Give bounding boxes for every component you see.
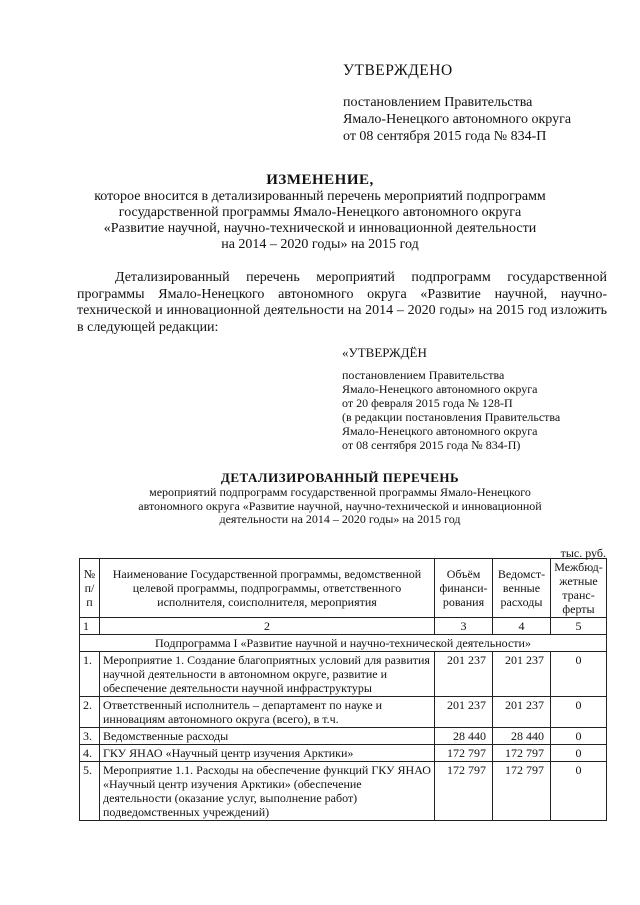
approval2-line: постановлением Правительства	[342, 368, 505, 382]
list-title-line: деятельности на 2014 – 2020 годы» на 2015 год	[219, 512, 461, 526]
row-name: Ведомственные расходы	[99, 728, 434, 745]
col-number: 4	[493, 618, 551, 635]
approval2-line: от 08 сентября 2015 года № 834-П)	[342, 438, 521, 452]
approval2-heading: «УТВЕРЖДЁН	[342, 345, 427, 360]
row-dept: 172 797	[493, 745, 551, 762]
table-row	[80, 697, 607, 728]
list-title-main: ДЕТАЛИЗИРОВАННЫЙ ПЕРЕЧЕНЬ	[220, 470, 460, 485]
row-volume: 201 237	[435, 697, 493, 728]
table-row	[80, 728, 607, 745]
title-line: «Развитие научной, научно-технической и инновационной деятельности	[103, 221, 537, 236]
row-dept: 28 440	[493, 728, 551, 745]
approval2-line: Ямало-Ненецкого автономного округа	[342, 382, 538, 396]
column-number-row	[80, 618, 607, 635]
list-title	[100, 470, 580, 527]
row-transfer: 0	[550, 652, 606, 697]
table-row	[80, 652, 607, 697]
title-line: которое вносится в детализированный перечень мероприятий подпрограмм	[94, 189, 546, 204]
col-number: 3	[435, 618, 493, 635]
row-volume: 201 237	[435, 652, 493, 697]
row-name: Ответственный исполнитель – департамент по науке и инновациям автономного округа (всего), в т.ч.	[99, 697, 434, 728]
row-name: ГКУ ЯНАО «Научный центр изучения Арктики»	[99, 745, 434, 762]
title-line: на 2014 – 2020 годы» на 2015 год	[221, 237, 419, 252]
header-volume: Объём финанси-рования	[435, 559, 493, 618]
title-line: государственной программы Ямало-Ненецкого автономного округа	[118, 205, 522, 220]
table-row	[80, 745, 607, 762]
header-transfer: Межбюд-жетные транс-ферты	[550, 559, 606, 618]
body-paragraph: Детализированный перечень мероприятий подпрограмм государственной программы Ямало-Ненецкого автономного округа «Развитие научной, научно-технической и инновационной деятельности на 2014 – 2020 годы» на 2015 год изложить в следующей редакции:	[77, 270, 607, 335]
table-header-row	[80, 559, 607, 618]
row-no: 3.	[80, 728, 100, 745]
row-name: Мероприятие 1.1. Расходы на обеспечение функций ГКУ ЯНАО «Научный центр изучения Арктики» (обеспечение деятельности (оказание услуг, выполнение работ) подведомственных учреждений)	[99, 762, 434, 821]
row-dept: 172 797	[493, 762, 551, 821]
row-no: 5.	[80, 762, 100, 821]
approval2-line: (в редакции постановления Правительства	[342, 410, 561, 424]
units-label: тыс. руб.	[560, 546, 606, 560]
subprogram-title: Подпрограмма I «Развитие научной и научно-технической деятельности»	[80, 635, 607, 652]
row-dept: 201 237	[493, 697, 551, 728]
list-title-line: автономного округа «Развитие научной, научно-технической и инновационной	[138, 498, 542, 513]
approval-block-2	[342, 346, 560, 452]
row-volume: 28 440	[435, 728, 493, 745]
approval-block	[343, 62, 571, 145]
table-row	[80, 762, 607, 821]
row-dept: 201 237	[493, 652, 551, 697]
list-title-line: мероприятий подпрограмм государственной программы Ямало-Ненецкого	[149, 485, 531, 499]
header-dept: Ведомст-венные расходы	[493, 559, 551, 618]
row-volume: 172 797	[435, 762, 493, 821]
col-number: 1	[80, 618, 100, 635]
approval-heading: УТВЕРЖДЕНО	[343, 62, 453, 79]
row-transfer: 0	[550, 728, 606, 745]
row-no: 4.	[80, 745, 100, 762]
row-no: 1.	[80, 652, 100, 697]
approval-line: от 08 сентября 2015 года № 834-П	[343, 129, 547, 144]
row-name: Мероприятие 1. Создание благоприятных условий для развития научной деятельности в автономном округе, развитие и обеспечение деятельности научной инфраструктуры	[99, 652, 434, 697]
approval-line: Ямало-Ненецкого автономного округа	[343, 112, 572, 127]
col-number: 5	[550, 618, 606, 635]
measures-table	[79, 558, 607, 821]
row-no: 2.	[80, 697, 100, 728]
row-volume: 172 797	[435, 745, 493, 762]
col-number: 2	[99, 618, 434, 635]
row-transfer: 0	[550, 745, 606, 762]
row-transfer: 0	[550, 697, 606, 728]
header-no: № п/п	[80, 559, 100, 618]
document-title	[60, 172, 580, 253]
approval-line: постановлением Правительства	[343, 95, 533, 110]
row-transfer: 0	[550, 762, 606, 821]
approval2-line: от 20 февраля 2015 года № 128-П	[342, 396, 513, 410]
header-name: Наименование Государственной программы, ведомственной целевой программы, подпрограммы, ответственного исполнителя, соисполнителя, мероприятия	[99, 559, 434, 618]
subprogram-row	[80, 635, 607, 652]
title-main: ИЗМЕНЕНИЕ,	[266, 172, 374, 188]
approval2-line: Ямало-Ненецкого автономного округа	[342, 424, 538, 438]
